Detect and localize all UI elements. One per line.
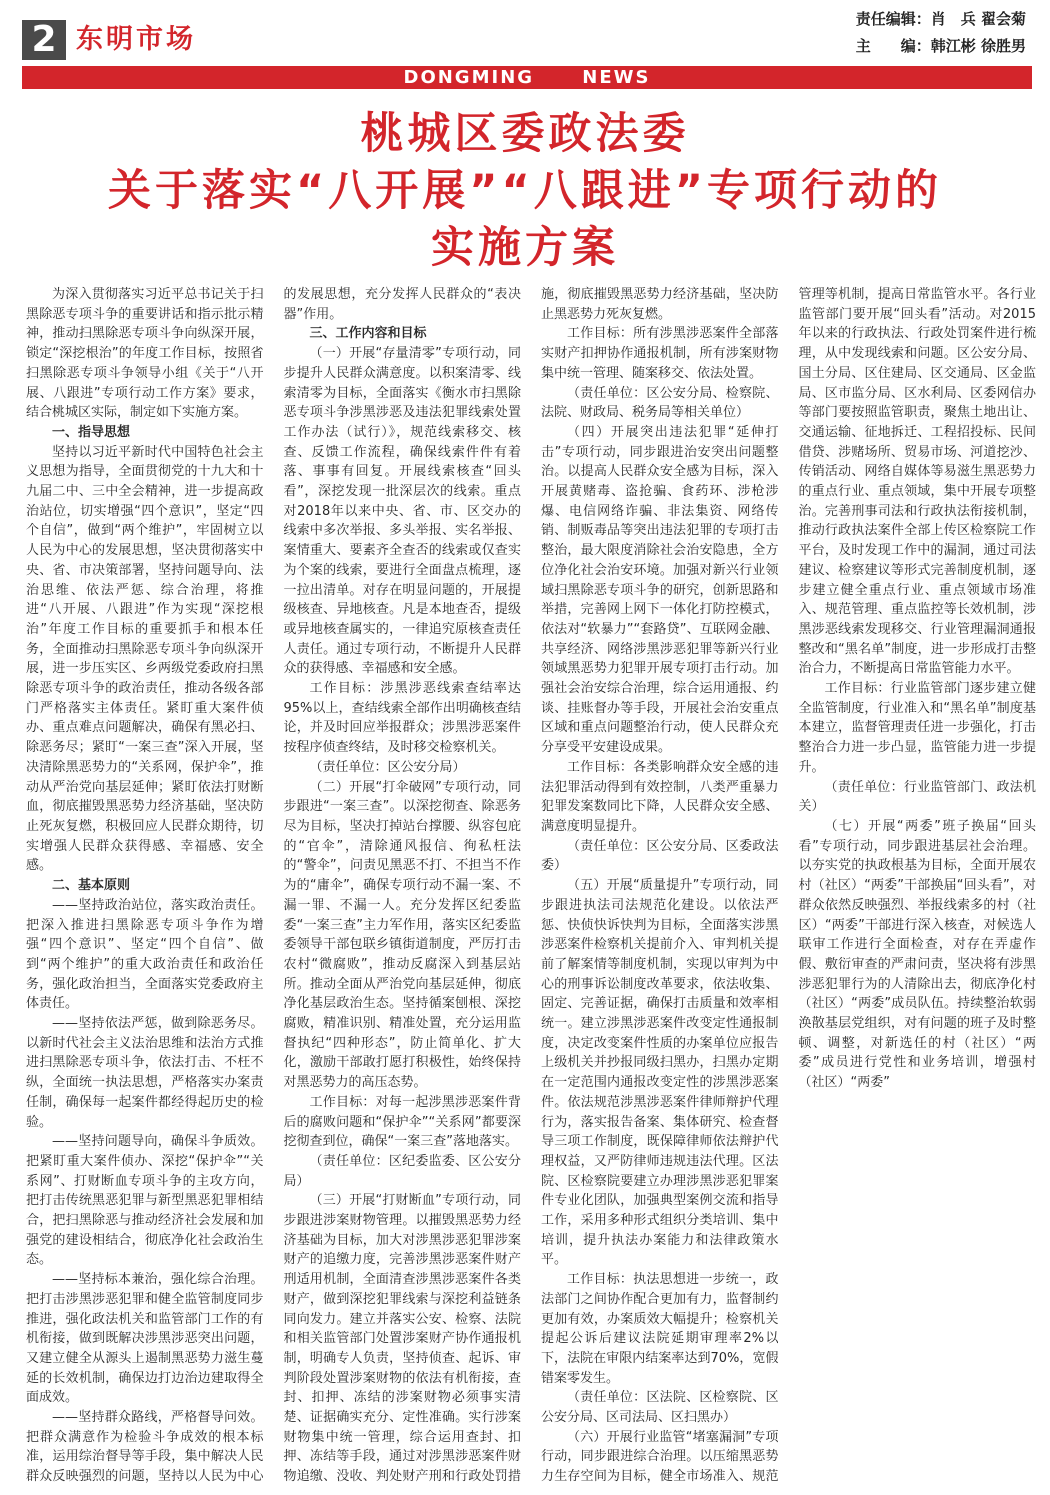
article-headline	[10, 106, 1040, 277]
section-heading: 三、工作内容和目标	[309, 326, 427, 342]
paragraph: 工作目标：所有涉黑涉恶案件全部落实财产扣押协作通报机制，所有涉案财物集中统一管理、随案移交、依法处置。	[541, 326, 779, 381]
headline-line-3: 实施方案	[431, 223, 619, 273]
paragraph: （责任单位：区公安分局、区委政法委）	[541, 838, 779, 874]
paragraph: 工作目标：各类影响群众安全感的违法犯罪活动得到有效控制，八类严重暴力犯罪发案数同比下降，人民群众安全感、满意度明显提升。	[541, 759, 779, 834]
masthead-title: 东明市场	[76, 24, 196, 55]
paragraph: 为深入贯彻落实习近平总书记关于扫黑除恶专项斗争的重要讲话和指示批示精神，推动扫黑除恶专项斗争向纵深开展，锁定“深挖根治”的年度工作目标，按照省扫黑除恶专项斗争领导小组《关于“八开展、八跟进”专项行动工作方案》要求，结合桃城区实际，制定如下实施方案。	[26, 287, 264, 421]
headline-line-1: 桃城区委政法委	[360, 109, 690, 159]
paragraph: ——坚持标本兼治，强化综合治理。把打击涉黑涉恶犯罪和健全监管制度同步推进，强化政法机关和监管部门工作的有机衔接，做到既解决涉黑涉恶突出问题，又建立健全从源头上遏制黑恶势力滋生蔓延的长效机制，确保边打边治边建取得全面成效。	[26, 1272, 264, 1406]
paragraph: ——坚持依法严惩，做到除恶务尽。以新时代社会主义法治思维和法治方式推进扫黑除恶专项斗争，依法打击、不枉不纵，全面统一执法思想，严格落实办案责任制，确保每一起案件都经得起历史的检验。	[26, 1016, 264, 1130]
paragraph: （责任单位：区公安分局）	[309, 759, 466, 775]
paragraph: （七）开展“两委”班子换届“回头看”专项行动，同步跟进基层社会治理。以夯实党的执政根基为目标，全面开展农村（社区）“两委”干部换届“回头看”，对群众依然反映强烈、举报线索多的村（社区）“两委”干部进行深入核查，对候选人联审工作进行全面检查，对存在弄虚作假、敷衍审查的严肃问责，坚决将有涉黑涉恶犯罪行为的人清除出去，彻底净化村（社区）“两委”成员队伍。持续整治软弱涣散基层党组织，对有问题的班子及时整顿、调整，对新选任的村（社区）“两委”成员进行党性和业务培训，增强村（社区）“两委”	[798, 818, 1036, 1091]
paragraph: （责任单位：行业监管部门、政法机关）	[798, 779, 1036, 815]
section-heading: 二、基本原则	[52, 878, 131, 894]
paragraph: （一）开展“存量清零”专项行动，同步提升人民群众满意度。以积案清零、线索清零为目标，全面落实《衡水市扫黑除恶专项斗争涉黑涉恶及违法犯罪线索处置工作办法（试行）》，规范线索移交、核查、反馈工作流程，确保线索件件有着落、事事有回复。开展线索核查“回头看”，深挖发现一批深层次的线索。重点对2018年以来中央、省、市、区交办的线索中多次举报、多头举报、实名举报、案情重大、要素齐全查否的线索或仅查实为个案的线索，要进行全面盘点梳理，逐一拉出清单。对存在明显问题的，开展提级核查、异地核查。凡是本地查否，提级或异地核查属实的，一律追究原核查责任人责任。通过专项行动，不断提升人民群众的获得感、幸福感和安全感。	[283, 346, 521, 677]
paragraph: ——坚持问题导向，确保斗争质效。把紧盯重大案件侦办、深挖“保护伞”“关系网”、打财断血专项斗争的主攻方向，把打击传统黑恶犯罪与新型黑恶犯罪相结合，把扫黑除恶与推动经济社会发展和加强党的建设相结合，彻底净化社会政治生态。	[26, 1134, 264, 1268]
paragraph: （责任单位：区公安分局、检察院、法院、财政局、税务局等相关单位）	[541, 385, 779, 421]
paragraph: （四）开展突出违法犯罪“延伸打击”专项行动，同步跟进治安突出问题整治。以提高人民群众安全感为目标，深入开展黄赌毒、盗抢骗、食药环、涉枪涉爆、电信网络诈骗、非法集资、网络传销、制贩毒品等突出违法犯罪的专项打击整治，最大限度消除社会治安隐患，全方位净化社会治安环境。加强对新兴行业领域扫黑除恶专项斗争的研究，创新思路和举措，完善网上网下一体化打防控模式，依法对“软暴力”“套路贷”、互联网金融、共享经济、网络涉黑涉恶犯罪等新兴行业领域黑恶势力犯罪开展专项打击行动。加强社会治安综合治理，综合运用通报、约谈、挂账督办等手段，开展社会治安重点区域和重点问题整治行动，使人民群众充分享受平安建设成果。	[541, 424, 779, 756]
paragraph: 工作目标：对每一起涉黑涉恶案件背后的腐败问题和“保护伞”“关系网”都要深挖彻查到位，确保“一案三查”落地落实。	[283, 1094, 521, 1150]
paragraph: 坚持以习近平新时代中国特色社会主义思想为指导，全面贯彻党的十九大和十九届二中、三中全会精神，进一步提高政治站位，切实增强“四个意识”，坚定“四个自信”，做到“两个维护”，牢固树立以人民为中心的发展思想，坚决贯彻落实中央、省、市决策部署，坚持问题导向、法治思维、依法严惩、综合治理，将推进“八开展、八跟进”作为实现“深挖根治”年度工作目标的重要抓手和根本任务，全面推动扫黑除恶专项斗争向纵深开展，进一步压实区、乡两级党委政府扫黑除恶专项斗争的政治责任，推动各级各部门严格落实主体责任。紧盯重大案件侦办、重点难点问题解决，确保有黑必扫、除恶务尽；紧盯“一案三查”深入开展，坚决清除黑恶势力的“关系网，保护伞”，推动从严治党向基层延伸；紧盯依法打财断血，彻底摧毁黑恶势力经济基础，坚决防止死灰复燃，积极回应人民群众期待，切实增强人民群众获得感、幸福感、安全感。	[26, 444, 264, 874]
paragraph: （三）开展“打财断血”专项行动，同步跟进涉案财物管理。以摧毁黑恶势力经济基础为目标，加大对涉黑涉恶犯罪涉案财产的追缴力度，完善涉黑涉恶案件财产刑适用机制，全面清查涉黑涉恶案件各类财产，做到深挖犯罪线索与深挖利益链条同向发力。建立并落实公安、检察、法院和相关监管部门处置涉案财产协作通报机制，明确专人负责，坚持侦查、起诉、审判阶段处置涉案财物的依法有机衔接，查封、扣押、冻结的涉案财物必须事实清楚、证据确实充分、定性准确。实行涉案财物集中统一管理，综合运用查封、扣押、冻结等手段，通过对涉黑涉恶案件财物追缴、没收、判处财产刑和行政处罚措施，彻底摧毁黑恶势力经济基础，坚决防止黑恶势力死灰复燃。	[283, 287, 779, 1485]
paragraph: 工作目标：行业监管部门逐步建立健全监管制度，行业准入和“黑名单”制度基本建立，监督管理责任进一步强化，打击整治合力进一步凸显，监管能力进一步提升。	[798, 681, 1036, 775]
paragraph: ——坚持政治站位，落实政治责任。把深入推进扫黑除恶专项斗争作为增强“四个意识”、坚定“四个自信”、做到“两个维护”的重大政治责任和政治任务，强化政治担当，全面落实党委政府主体责任。	[26, 897, 264, 1012]
news-band: DONGMING NEWS	[22, 66, 1032, 89]
paragraph: （责任单位：区纪委监委、区公安分局）	[283, 1153, 521, 1189]
responsible-editor: 责任编辑：肖 兵 翟会菊	[855, 10, 1026, 28]
section-heading: 一、指导思想	[52, 424, 131, 440]
article-body	[26, 285, 1036, 1490]
paragraph: 工作目标：执法思想进一步统一，政法部门之间协作配合更加有力，监督制约更加有效，办案质效大幅提升；检察机关提起公诉后建议法院延期审理率2%以下，法院在审限内结案率达到70%，宽假错案零发生。	[541, 1272, 779, 1386]
editor-credits	[856, 6, 1026, 60]
paragraph: （五）开展“质量提升”专项行动，同步跟进执法司法规范化建设。以依法严惩、快侦快诉快判为目标，全面落实涉黑涉恶案件检察机关提前介入、审判机关提前了解案情等制度机制，实现以审判为中心的刑事诉讼制度改革要求，依法收集、固定、完善证据，确保打击质量和效率相统一。建立涉黑涉恶案件改变定性通报制度，决定改变案件性质的办案单位应报告上级机关并抄报同级扫黑办，扫黑办定期在一定范围内通报改变定性的涉黑涉恶案件。依法规范涉黑涉恶案件律师辩护代理行为，落实报告备案、集体研究、检查督导三项工作制度，既保障律师依法辩护代理权益，又严防律师违规违法代理。区法院、区检察院要建立办理涉黑涉恶犯罪案件专业化团队，加强典型案例交流和指导工作，采用多种形式组织分类培训、集中培训，提升执法办案能力和法律政策水平。	[541, 878, 779, 1268]
headline-line-2: 关于落实“八开展”“八跟进”专项行动的	[107, 166, 943, 216]
paragraph: （六）开展行业监管“堵塞漏洞”专项行动，同步跟进综合治理。以压缩黑恶势力生存空间为目标，健全市场准入、规范管理等机制，提高日常监管水平。各行业监管部门要开展“回头看”活动。对2015年以来的行政执法、行政处罚案件进行梳理，从中发现线索和问题。区公安分局、国土分局、区住建局、区交通局、区金监局、区市监分局、区水利局、区委网信办等部门要按照监管职责，聚焦土地出让、交通运输、征地拆迁、工程招投标、民间借贷、涉赌场所、贸易市场、河道挖沙、传销活动、网络自媒体等易滋生黑恶势力的重点行业、重点领域，集中开展专项整治。完善刑事司法和行政执法衔接机制，推动行政执法案件全部上传区检察院工作平台，及时发现工作中的漏洞，通过司法建议、检察建议等形式完善制度机制，逐步建立健全重点行业、重点领域市场准入、规范管理、重点监控等长效机制，涉黑涉恶线索发现移交、行业管理漏洞通报整改和“黑名单”制度，进一步形成打击整治合力，不断提高日常监管能力水平。	[541, 287, 1036, 1485]
page-number: 2	[22, 20, 66, 60]
paragraph: 工作目标：涉黑涉恶线索查结率达95%以上，查结线索全部作出明确核查结论，并及时回应举报群众；涉黑涉恶案件按程序侦查终结，及时移交检察机关。	[283, 681, 521, 756]
paragraph: ——坚持群众路线，严格督导问效。把群众满意作为检验斗争成效的根本标准，运用综治督导等手段，集中解决人民群众反映强烈的问题，坚持以人民为中心的发展思想，充分发挥人民群众的“表决器”作用。	[26, 287, 521, 1485]
paragraph: （二）开展“打伞破网”专项行动，同步跟进“一案三查”。以深挖彻查、除恶务尽为目标，坚决打掉站台撑腰、纵容包庇的“官伞”，清除通风报信、徇私枉法的“警伞”，问责见黑恶不打、不担当不作为的“庸伞”，确保专项行动不漏一案、不漏一罪、不漏一人。充分发挥区纪委监委“一案三查”主力军作用，落实区纪委监委领导干部包联乡镇街道制度，严厉打击农村“微腐败”，推动反腐深入到基层站所。推动全面从严治党向基层延伸，彻底净化基层政治生态。坚持循案刨根、深挖腐败，精准识别、精准处置，充分运用监督执纪“四种形态”，防止简单化、扩大化，激励干部敢打愿打积极性，始终保持对黑恶势力的高压态势。	[283, 779, 521, 1091]
chief-editor: 主 编：韩江彬 徐胜男	[855, 37, 1026, 55]
paragraph: （责任单位：区法院、区检察院、区公安分局、区司法局、区扫黑办）	[541, 1390, 779, 1426]
